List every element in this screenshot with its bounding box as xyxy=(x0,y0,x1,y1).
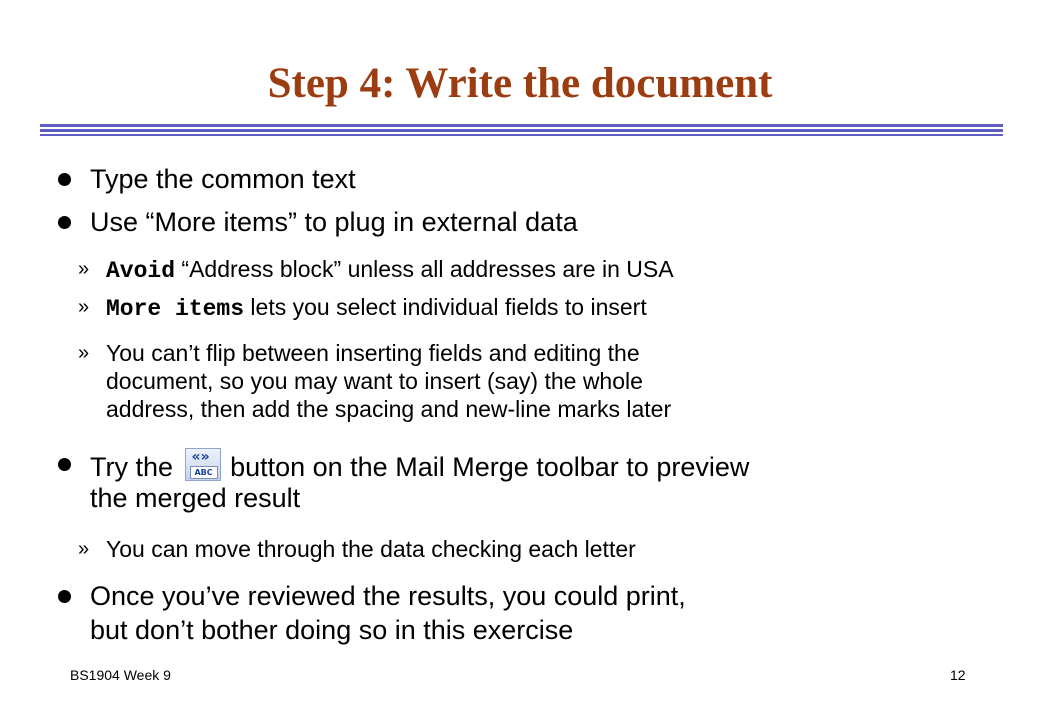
sub-bullet-text: You can move through the data checking each letter xyxy=(106,536,636,562)
bullet-dot-icon xyxy=(58,173,71,186)
footer-course: BS1904 Week 9 xyxy=(70,667,171,683)
bullet-text: but don’t bother doing so in this exercise xyxy=(90,615,574,645)
slide-title: Step 4: Write the document xyxy=(267,60,773,107)
bullet-dot-icon xyxy=(58,216,71,229)
bullet-continuation xyxy=(90,614,573,647)
bullet-item xyxy=(90,206,578,239)
bullet-text: Type the common text xyxy=(90,164,356,194)
bullet-item xyxy=(90,580,686,613)
icon-label: ABC xyxy=(190,466,218,479)
page-number: 12 xyxy=(950,667,966,683)
bullet-text: the merged result xyxy=(90,483,301,513)
bullet-text: Once you’ve reviewed the results, you could print, xyxy=(90,581,686,611)
bullet-dot-icon xyxy=(58,590,71,603)
sub-bullet-marker: » xyxy=(78,258,90,280)
sub-bullet-item xyxy=(78,293,647,323)
bullet-text: Try the xyxy=(90,452,174,482)
sub-bullet-marker: » xyxy=(78,342,90,364)
sub-bullet-item xyxy=(78,535,636,563)
sub-bullet-marker: » xyxy=(78,538,90,560)
sub-bullet-item xyxy=(78,255,674,285)
bullet-item xyxy=(90,163,356,196)
sub-bullet-item xyxy=(78,339,672,423)
sub-bullet-text: lets you select individual fields to insert xyxy=(244,294,647,320)
code-text: More items xyxy=(106,296,245,322)
sub-bullet-text: “Address block” unless all addresses are in USA xyxy=(175,256,674,282)
bullet-dot-icon xyxy=(58,458,71,471)
sub-bullet-line: address, then add the spacing and new-line marks later xyxy=(106,396,672,422)
bullet-item xyxy=(90,448,749,484)
bullet-continuation xyxy=(90,482,300,515)
view-merged-data-icon: «» ABC xyxy=(185,448,221,481)
sub-bullet-marker: » xyxy=(78,296,90,318)
bullet-text: Use “More items” to plug in external data xyxy=(90,207,578,237)
sub-bullet-line: document, so you may want to insert (say) the whole xyxy=(106,368,643,394)
sub-bullet-line: You can’t flip between inserting fields and editing the xyxy=(106,340,640,366)
bullet-text: button on the Mail Merge toolbar to preview xyxy=(230,452,750,482)
emphasis-text: Avoid xyxy=(106,258,176,284)
